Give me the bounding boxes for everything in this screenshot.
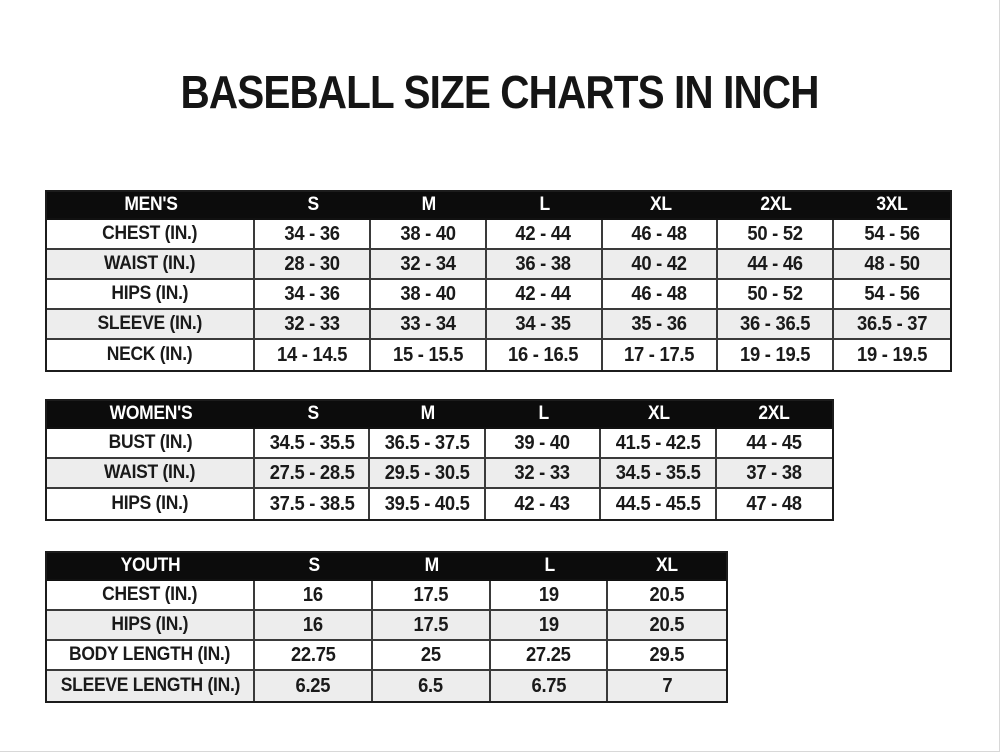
- youth-value-cell: [491, 611, 609, 641]
- mens-value-cell: [371, 340, 487, 370]
- youth-header-s-text: S: [308, 555, 320, 576]
- mens-value-cell-text: 54 - 56: [864, 222, 920, 245]
- youth-header-group: [47, 553, 255, 581]
- womens-header-m-text: M: [420, 403, 436, 424]
- mens-row-label: [47, 340, 255, 370]
- womens-value-cell-text: 27.5 - 28.5: [269, 461, 355, 484]
- page-title: [0, 66, 999, 118]
- mens-header-3xl: [834, 192, 950, 220]
- youth-value-cell: [608, 671, 726, 701]
- mens-value-cell: [255, 250, 371, 280]
- mens-value-cell: [371, 310, 487, 340]
- mens-value-cell: [834, 280, 950, 310]
- mens-value-cell-text: 36.5 - 37: [857, 312, 928, 335]
- youth-size-table: [45, 551, 728, 703]
- mens-value-cell: [255, 340, 371, 370]
- youth-row-label-text: CHEST (IN.): [102, 584, 198, 605]
- womens-value-cell: [601, 489, 716, 519]
- mens-value-cell: [255, 220, 371, 250]
- mens-value-cell: [603, 310, 719, 340]
- womens-value-cell-text: 42 - 43: [514, 492, 571, 515]
- mens-header-2xl-text: 2XL: [760, 194, 792, 215]
- youth-value-cell: [373, 671, 491, 701]
- youth-value-cell-text: 20.5: [649, 583, 685, 606]
- youth-row-label-text: HIPS (IN.): [111, 614, 189, 635]
- womens-header-s: [255, 401, 370, 429]
- mens-value-cell-text: 32 - 34: [400, 252, 456, 275]
- womens-value-cell-text: 34.5 - 35.5: [269, 431, 355, 454]
- womens-size-table: [45, 399, 834, 521]
- mens-value-cell: [487, 340, 603, 370]
- womens-value-cell-text: 44 - 45: [746, 431, 802, 454]
- mens-row-label: [47, 250, 255, 280]
- youth-value-cell: [373, 641, 491, 671]
- womens-header-2xl: [717, 401, 832, 429]
- womens-header-group-text: WOMEN'S: [109, 403, 193, 424]
- mens-value-cell: [834, 250, 950, 280]
- womens-value-cell-text: 39.5 - 40.5: [384, 492, 470, 515]
- womens-row-label-text: HIPS (IN.): [111, 493, 189, 514]
- mens-header-m: [371, 192, 487, 220]
- youth-value-cell: [491, 581, 609, 611]
- mens-header-s-text: S: [307, 194, 319, 215]
- youth-value-cell: [255, 611, 373, 641]
- mens-value-cell-text: 17 - 17.5: [624, 343, 695, 366]
- womens-value-cell: [486, 489, 601, 519]
- page-title-text: BASEBALL SIZE CHARTS IN INCH: [180, 66, 819, 118]
- youth-value-cell: [373, 581, 491, 611]
- mens-value-cell: [834, 220, 950, 250]
- womens-value-cell: [601, 429, 716, 459]
- youth-row-label: [47, 671, 255, 701]
- mens-value-cell: [718, 220, 834, 250]
- youth-value-cell-text: 6.75: [531, 674, 566, 697]
- womens-header-group: [47, 401, 255, 429]
- mens-value-cell: [603, 340, 719, 370]
- youth-header-xl: [608, 553, 726, 581]
- youth-value-cell: [491, 641, 609, 671]
- mens-value-cell-text: 36 - 36.5: [740, 312, 811, 335]
- womens-value-cell: [255, 489, 370, 519]
- mens-value-cell-text: 14 - 14.5: [276, 343, 347, 366]
- mens-header-group-text: MEN'S: [124, 194, 178, 215]
- womens-value-cell-text: 44.5 - 45.5: [615, 492, 701, 515]
- youth-header-l-text: L: [544, 555, 555, 576]
- womens-header-l-text: L: [538, 403, 549, 424]
- womens-value-cell: [717, 459, 832, 489]
- mens-header-l: [487, 192, 603, 220]
- womens-row-label-text: WAIST (IN.): [104, 462, 196, 483]
- mens-row-label-text: NECK (IN.): [107, 344, 193, 365]
- mens-value-cell: [718, 340, 834, 370]
- womens-value-cell-text: 37 - 38: [746, 461, 802, 484]
- youth-row-label-text: BODY LENGTH (IN.): [69, 644, 231, 665]
- youth-value-cell: [608, 611, 726, 641]
- mens-value-cell: [718, 280, 834, 310]
- youth-value-cell-text: 19: [538, 613, 559, 636]
- mens-header-s: [255, 192, 371, 220]
- womens-header-2xl-text: 2XL: [758, 403, 790, 424]
- mens-value-cell: [487, 250, 603, 280]
- mens-value-cell: [371, 280, 487, 310]
- womens-value-cell-text: 47 - 48: [746, 492, 802, 515]
- mens-value-cell: [718, 310, 834, 340]
- youth-value-cell-text: 16: [302, 583, 323, 606]
- youth-header-m: [373, 553, 491, 581]
- youth-value-cell: [608, 581, 726, 611]
- mens-row-label-text: CHEST (IN.): [102, 223, 198, 244]
- mens-value-cell: [371, 250, 487, 280]
- womens-value-cell: [370, 489, 485, 519]
- womens-row-label: [47, 459, 255, 489]
- mens-value-cell-text: 34 - 36: [284, 282, 340, 305]
- mens-row-label-text: SLEEVE (IN.): [97, 313, 203, 334]
- youth-value-cell: [373, 611, 491, 641]
- womens-value-cell: [370, 459, 485, 489]
- mens-value-cell-text: 16 - 16.5: [508, 343, 579, 366]
- youth-value-cell-text: 29.5: [649, 643, 685, 666]
- youth-value-cell-text: 17.5: [413, 583, 448, 606]
- youth-value-cell-text: 6.5: [418, 674, 444, 697]
- mens-row-label-text: WAIST (IN.): [104, 253, 196, 274]
- mens-value-cell-text: 28 - 30: [284, 252, 340, 275]
- womens-row-label: [47, 429, 255, 459]
- youth-value-cell: [255, 641, 373, 671]
- youth-header-xl-text: XL: [656, 555, 679, 576]
- womens-header-xl-text: XL: [647, 403, 670, 424]
- mens-value-cell-text: 34 - 35: [515, 312, 572, 335]
- womens-value-cell: [601, 459, 716, 489]
- mens-value-cell-text: 34 - 36: [284, 222, 340, 245]
- youth-header-m-text: M: [424, 555, 439, 576]
- womens-value-cell: [486, 459, 601, 489]
- youth-value-cell: [491, 671, 609, 701]
- mens-header-xl-text: XL: [649, 194, 672, 215]
- mens-value-cell: [603, 250, 719, 280]
- mens-value-cell: [718, 250, 834, 280]
- mens-value-cell: [487, 220, 603, 250]
- womens-value-cell-text: 39 - 40: [514, 431, 571, 454]
- mens-row-label: [47, 280, 255, 310]
- mens-row-label: [47, 310, 255, 340]
- womens-value-cell-text: 37.5 - 38.5: [269, 492, 355, 515]
- youth-value-cell: [608, 641, 726, 671]
- mens-value-cell-text: 54 - 56: [864, 282, 920, 305]
- mens-value-cell: [487, 280, 603, 310]
- mens-value-cell-text: 38 - 40: [400, 222, 456, 245]
- mens-value-cell: [371, 220, 487, 250]
- mens-size-table: [45, 190, 952, 372]
- youth-row-label: [47, 611, 255, 641]
- mens-value-cell-text: 33 - 34: [400, 312, 456, 335]
- womens-value-cell: [717, 489, 832, 519]
- womens-value-cell: [717, 429, 832, 459]
- youth-value-cell-text: 19: [538, 583, 559, 606]
- mens-value-cell-text: 42 - 44: [515, 222, 572, 245]
- mens-value-cell: [255, 280, 371, 310]
- youth-value-cell: [255, 581, 373, 611]
- mens-value-cell-text: 44 - 46: [747, 252, 803, 275]
- mens-value-cell-text: 19 - 19.5: [740, 343, 811, 366]
- youth-value-cell-text: 7: [662, 674, 673, 697]
- youth-value-cell-text: 22.75: [290, 643, 336, 666]
- womens-value-cell: [486, 429, 601, 459]
- mens-header-2xl: [718, 192, 834, 220]
- womens-row-label: [47, 489, 255, 519]
- mens-row-label: [47, 220, 255, 250]
- mens-value-cell: [603, 280, 719, 310]
- youth-row-label: [47, 641, 255, 671]
- mens-value-cell-text: 40 - 42: [631, 252, 688, 275]
- mens-value-cell: [834, 340, 950, 370]
- mens-value-cell-text: 50 - 52: [747, 222, 803, 245]
- youth-row-label-text: SLEEVE LENGTH (IN.): [60, 675, 240, 696]
- youth-value-cell-text: 25: [420, 643, 441, 666]
- youth-value-cell-text: 20.5: [649, 613, 685, 636]
- mens-value-cell-text: 36 - 38: [515, 252, 572, 275]
- womens-value-cell-text: 32 - 33: [514, 461, 571, 484]
- womens-value-cell-text: 36.5 - 37.5: [384, 431, 470, 454]
- youth-value-cell: [255, 671, 373, 701]
- womens-value-cell: [255, 459, 370, 489]
- mens-header-xl: [603, 192, 719, 220]
- youth-header-group-text: YOUTH: [121, 555, 181, 576]
- womens-header-xl: [601, 401, 716, 429]
- mens-header-3xl-text: 3XL: [876, 194, 908, 215]
- youth-value-cell-text: 27.25: [526, 643, 571, 666]
- womens-value-cell-text: 29.5 - 30.5: [384, 461, 470, 484]
- mens-header-l-text: L: [539, 194, 550, 215]
- mens-header-m-text: M: [421, 194, 436, 215]
- womens-header-s-text: S: [306, 403, 319, 424]
- youth-value-cell-text: 6.25: [295, 674, 331, 697]
- mens-value-cell: [255, 310, 371, 340]
- mens-value-cell: [487, 310, 603, 340]
- mens-value-cell-text: 19 - 19.5: [857, 343, 928, 366]
- mens-value-cell-text: 38 - 40: [400, 282, 456, 305]
- mens-header-group: [47, 192, 255, 220]
- mens-value-cell-text: 46 - 48: [631, 282, 688, 305]
- mens-row-label-text: HIPS (IN.): [111, 283, 189, 304]
- womens-value-cell-text: 41.5 - 42.5: [615, 431, 701, 454]
- mens-value-cell-text: 42 - 44: [515, 282, 572, 305]
- mens-value-cell-text: 48 - 50: [864, 252, 920, 275]
- youth-value-cell-text: 16: [302, 613, 323, 636]
- youth-header-s: [255, 553, 373, 581]
- mens-value-cell-text: 32 - 33: [284, 312, 340, 335]
- womens-header-m: [370, 401, 485, 429]
- mens-value-cell: [603, 220, 719, 250]
- mens-value-cell-text: 50 - 52: [747, 282, 803, 305]
- womens-value-cell-text: 34.5 - 35.5: [615, 461, 701, 484]
- youth-header-l: [491, 553, 609, 581]
- mens-value-cell-text: 46 - 48: [631, 222, 688, 245]
- mens-value-cell-text: 35 - 36: [631, 312, 688, 335]
- womens-value-cell: [255, 429, 370, 459]
- mens-value-cell: [834, 310, 950, 340]
- womens-row-label-text: BUST (IN.): [108, 432, 192, 453]
- youth-row-label: [47, 581, 255, 611]
- womens-value-cell: [370, 429, 485, 459]
- mens-value-cell-text: 15 - 15.5: [392, 343, 463, 366]
- womens-header-l: [486, 401, 601, 429]
- youth-value-cell-text: 17.5: [413, 613, 448, 636]
